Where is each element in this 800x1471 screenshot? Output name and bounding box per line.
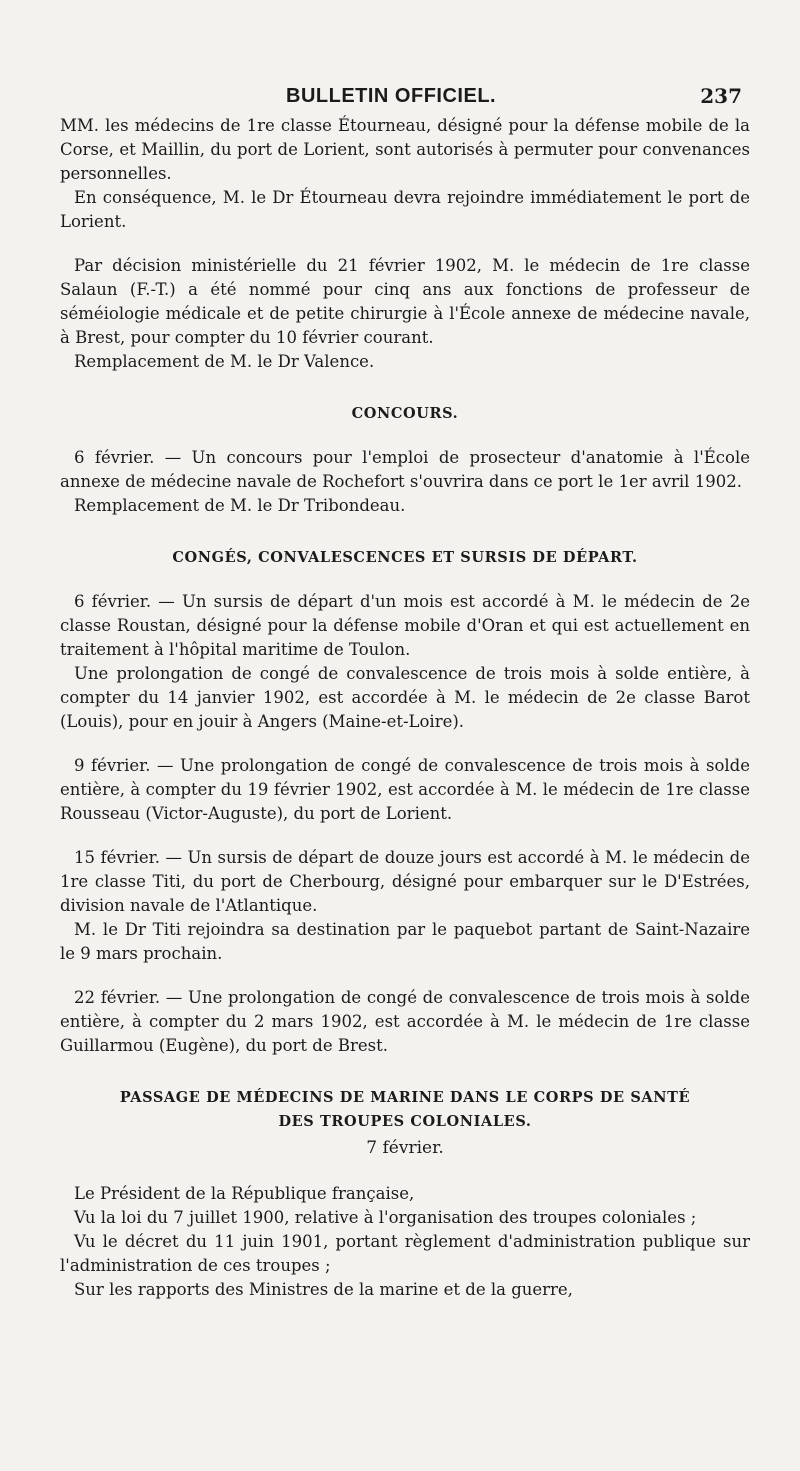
paragraph: 6 février. — Un sursis de départ d'un mois est accordé à M. le médecin de 2e classe Roustan, désigné pour la défense mobile d'Oran et qui est actuellement en traitement à l'hôpital maritime de Toulon. [60, 592, 750, 659]
paragraph: 6 février. — Un concours pour l'emploi de prosecteur d'anatomie à l'École annexe de médecine navale de Rochefort s'ouvrira dans ce port le 1er avril 1902. [60, 448, 750, 491]
spacer [60, 518, 750, 546]
paragraph: Remplacement de M. le Dr Tribondeau. [74, 496, 406, 515]
paragraph: Une prolongation de congé de convalescence de trois mois à solde entière, à compter du 14 janvier 1902, est accordée à M. le médecin de 2e classe Barot (Louis), pour en jouir à Angers (Maine-et-Loire). [60, 664, 750, 731]
paragraph: Le Président de la République française, [74, 1184, 415, 1203]
paragraph: MM. les médecins de 1re classe Étourneau, désigné pour la défense mobile de la Corse, et Maillin, du port de Lorient, sont autorisés à permuter pour convenances personnelles. [60, 116, 750, 183]
spacer [60, 1162, 750, 1182]
spacer [60, 426, 750, 446]
paragraph: Remplacement de M. le Dr Valence. [74, 352, 375, 371]
section-heading: PASSAGE DE MÉDECINS DE MARINE DANS LE CORPS DE SANTÉ [119, 1089, 691, 1106]
paragraph: Par décision ministérielle du 21 février 1902, M. le médecin de 1re classe Salaun (F.-T.) a été nommé pour cinq ans aux fonctions de professeur de séméiologie médicale et de petite chirurgie à l'École annexe de médecine navale, à Brest, pour compter du 10 février courant. [60, 256, 750, 347]
running-title: BULLETIN OFFICIEL. [286, 85, 497, 107]
spacer [60, 966, 750, 986]
spacer [60, 570, 750, 590]
page-number: 237 [700, 84, 742, 108]
section-heading: CONCOURS. [351, 405, 459, 422]
spacer [60, 234, 750, 254]
paragraph: Sur les rapports des Ministres de la marine et de la guerre, [74, 1280, 573, 1299]
page-header [60, 70, 750, 114]
page-body [60, 114, 750, 1302]
paragraph: En conséquence, M. le Dr Étourneau devra rejoindre immédiatement le port de Lorient. [60, 188, 750, 231]
paragraph: Vu le décret du 11 juin 1901, portant règlement d'administration publique sur l'administration de ces troupes ; [60, 1232, 750, 1275]
spacer [60, 734, 750, 754]
paragraph: Vu la loi du 7 juillet 1900, relative à l'organisation des troupes coloniales ; [74, 1208, 697, 1227]
paragraph: 9 février. — Une prolongation de congé de convalescence de trois mois à solde entière, à compter du 19 février 1902, est accordée à M. le médecin de 1re classe Rousseau (Victor-Auguste), du port de Lorient. [60, 756, 750, 823]
spacer [60, 1058, 750, 1086]
section-heading: CONGÉS, CONVALESCENCES ET SURSIS DE DÉPART. [172, 549, 638, 566]
paragraph: 15 février. — Un sursis de départ de douze jours est accordé à M. le médecin de 1re classe Titi, du port de Cherbourg, désigné pour embarquer sur le D'Estrées, division navale de l'Atlantique. [60, 848, 750, 915]
paragraph: 22 février. — Une prolongation de congé de convalescence de trois mois à solde entière, à compter du 2 mars 1902, est accordée à M. le médecin de 1re classe Guillarmou (Eugène), du port de Brest. [60, 988, 750, 1055]
section-heading: DES TROUPES COLONIALES. [278, 1113, 532, 1130]
date-heading: 7 février. [366, 1138, 444, 1158]
spacer [60, 826, 750, 846]
spacer [60, 374, 750, 402]
paragraph: M. le Dr Titi rejoindra sa destination par le paquebot partant de Saint-Nazaire le 9 mars prochain. [60, 920, 750, 963]
